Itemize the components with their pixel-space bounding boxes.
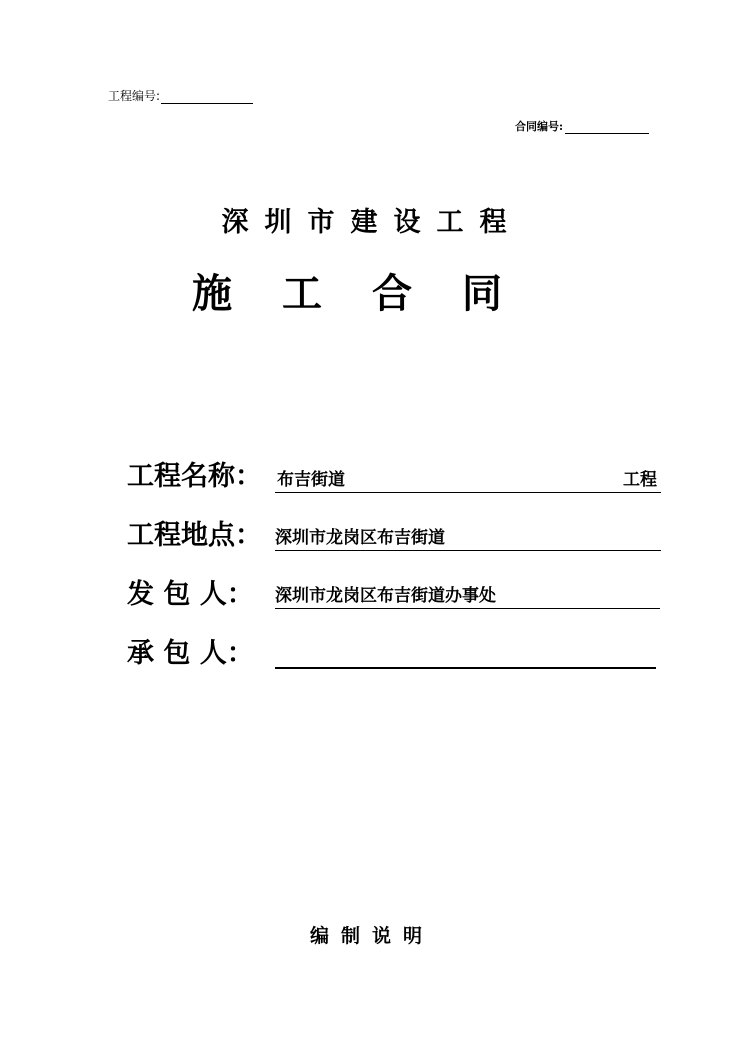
compilation-notes-heading: 编制说明: [309, 925, 434, 947]
employer-label: 发 包 人：: [127, 579, 254, 610]
project-number-label: 工程编号:: [108, 89, 161, 103]
project-name-label: 工程名称：: [127, 461, 262, 492]
document-title-line2: 施工合同: [192, 270, 552, 317]
project-number: [108, 88, 253, 104]
contract-number-blank[interactable]: [565, 121, 649, 134]
employer-value: 深圳市龙岗区布吉街道办事处: [275, 586, 496, 606]
contractor-label: 承 包 人：: [127, 638, 254, 669]
project-number-blank[interactable]: [161, 89, 253, 104]
project-name-field[interactable]: [275, 466, 661, 493]
project-location-label: 工程地点：: [127, 520, 262, 551]
employer-field[interactable]: [275, 582, 660, 609]
project-location-value: 深圳市龙岗区布吉街道: [275, 528, 445, 548]
project-location-field[interactable]: [275, 524, 661, 551]
project-name-suffix: 工程: [623, 470, 657, 490]
contract-number: [515, 120, 649, 134]
document-title-line1: 深圳市建设工程: [221, 207, 523, 238]
contractor-field[interactable]: [275, 641, 656, 669]
contract-number-label: 合同编号:: [515, 120, 564, 133]
project-name-value: 布吉街道: [277, 470, 345, 490]
